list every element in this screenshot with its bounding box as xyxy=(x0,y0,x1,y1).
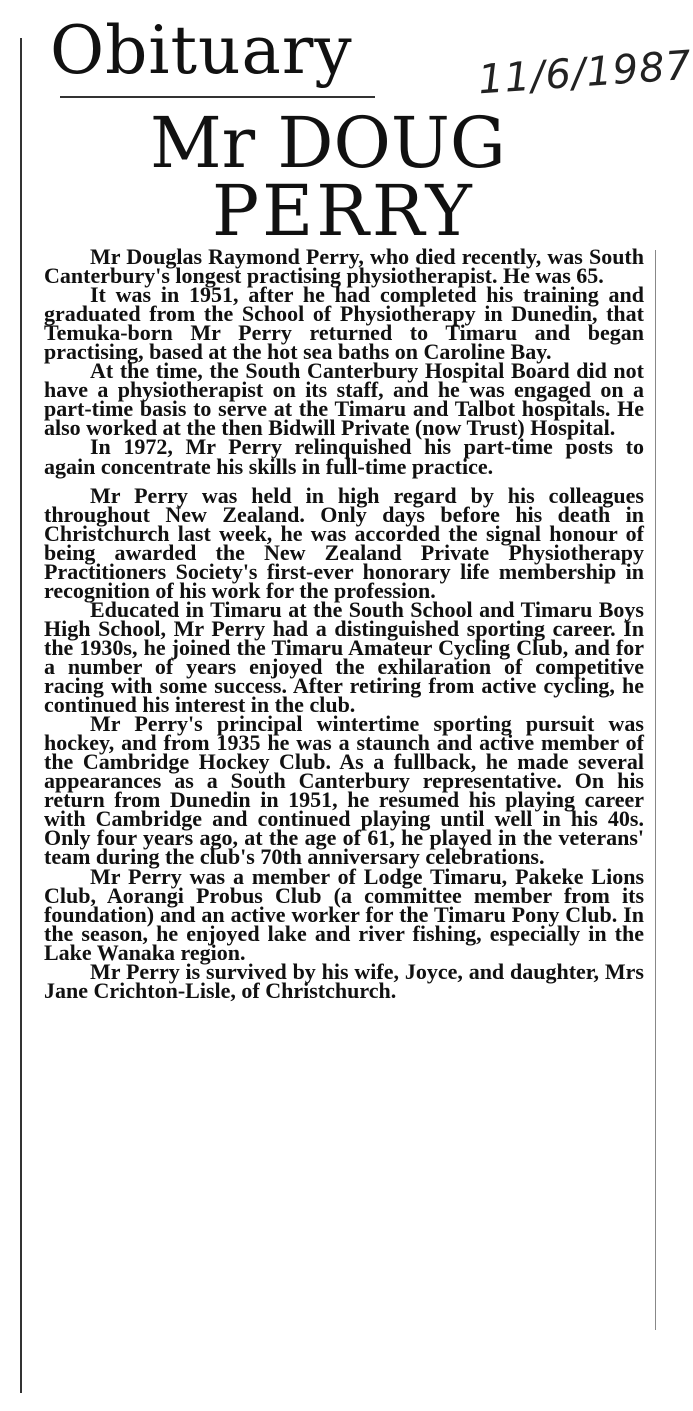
heading-underline xyxy=(60,96,375,98)
name-headline-line-2: PERRY xyxy=(212,170,475,252)
paragraph: Mr Perry was a member of Lodge Timaru, Pakeke Lions Club, Aorangi Probus Club (a committee member from its foundation) and an active worker for the Timaru Pony Club. In the season, he enjoyed lake and river fishing, especially in the Lake Wanaka region. xyxy=(44,863,644,965)
obituary-heading: Obituary xyxy=(50,12,353,89)
clipping-right-edge xyxy=(655,250,656,1330)
paragraph: Mr Douglas Raymond Perry, who died recently, was South Canterbury's longest practising physiotherapist. He was 65. xyxy=(44,244,644,289)
paragraph: In 1972, Mr Perry relinquished his part-time posts to again concentrate his skills in full-time practice. xyxy=(44,434,644,479)
name-headline-line-1: Mr DOUG xyxy=(150,102,506,184)
paragraph: At the time, the South Canterbury Hospital Board did not have a physiotherapist on its staff, and he was engaged on a part-time basis to serve at the Timaru and Talbot hospitals. He also worked at the then Bidwill Private (now Trust) Hospital. xyxy=(44,358,644,441)
paragraph: It was in 1951, after he had completed his training and graduated from the School of Physiotherapy in Dunedin, that Temuka-born Mr Perry returned to Timaru and began practising, based at the hot sea baths on Caroline Bay. xyxy=(44,282,644,365)
article-body xyxy=(44,244,644,1003)
paragraph: Mr Perry's principal wintertime sporting pursuit was hockey, and from 1935 he was a staunch and active member of the Cambridge Hockey Club. As a fullback, he made several appearances as a South Canterbury representative. On his return from Dunedin in 1951, he resumed his playing career with Cambridge and continued playing until well in his 40s. Only four years ago, at the age of 61, he played in the veterans' team during the club's 70th anniversary celebrations. xyxy=(44,711,644,870)
handwritten-date: 11/6/1987 xyxy=(476,42,693,104)
clipping-left-edge xyxy=(20,38,22,1393)
paragraph: Mr Perry was held in high regard by his colleagues throughout New Zealand. Only days before his death in Christchurch last week, he was accorded the signal honour of being awarded the New Zealand Private Physiotherapy Practitioners Society's first-ever honorary life membership in recognition of his work for the profession. xyxy=(44,482,644,603)
paragraph: Mr Perry is survived by his wife, Joyce, and daughter, Mrs Jane Crichton-Lisle, of Christchurch. xyxy=(44,958,644,1003)
paragraph: Educated in Timaru at the South School and Timaru Boys High School, Mr Perry had a distinguished sporting career. In the 1930s, he joined the Timaru Amateur Cycling Club, and for a number of years enjoyed the exhilaration of competitive racing with some success. After retiring from active cycling, he continued his interest in the club. xyxy=(44,596,644,718)
